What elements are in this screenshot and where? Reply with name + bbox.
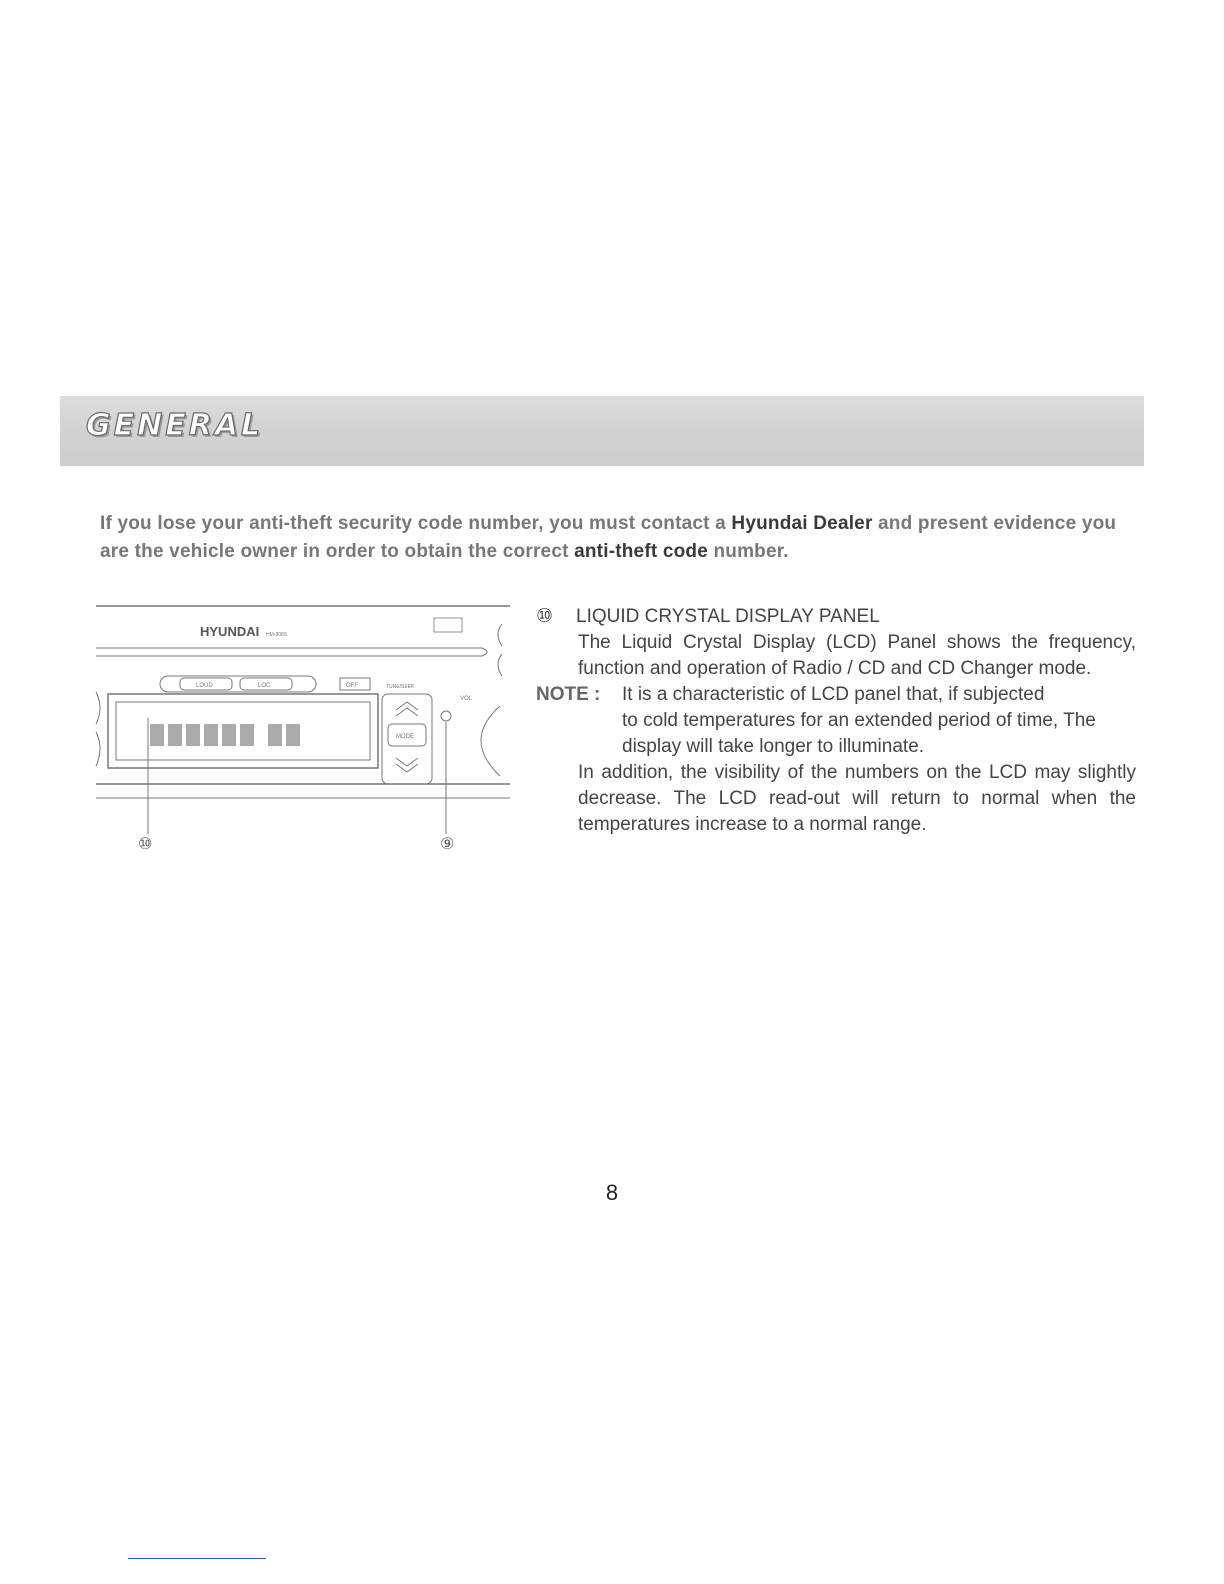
radio-illustration bbox=[90, 598, 520, 858]
fig-loc-button: LOC bbox=[258, 683, 271, 689]
fig-mode-button: MODE bbox=[396, 734, 414, 740]
note-label: NOTE : bbox=[536, 684, 601, 705]
warning-text-3: number. bbox=[708, 541, 789, 562]
footer-rule bbox=[128, 1558, 266, 1559]
fig-off-button: OFF bbox=[346, 683, 358, 689]
fig-brand: HYUNDAI bbox=[200, 624, 260, 639]
page-number: 8 bbox=[605, 1180, 619, 1205]
section-banner bbox=[60, 396, 1144, 466]
fig-loud-button: LOUD bbox=[196, 683, 213, 689]
fig-vol-label: VOL bbox=[460, 696, 473, 702]
warning-text-1: If you lose your anti-theft security code number, you must contact a bbox=[100, 513, 732, 534]
section-number: ⑩ bbox=[536, 606, 554, 627]
section-title: GENERAL bbox=[86, 408, 264, 443]
warning-brand: Hyundai Dealer bbox=[731, 513, 873, 534]
section-heading bbox=[536, 604, 1136, 630]
fig-model: HM-808S bbox=[266, 632, 288, 638]
callout-10: ⑩ bbox=[138, 836, 153, 853]
section-addition: In addition, the visibility of the numbers on the LCD may slightly decrease. The LCD read-out will return to normal when the temperatures increase to a normal range. bbox=[578, 762, 1136, 835]
radio-faceplate-drawing bbox=[90, 598, 520, 858]
note-block bbox=[536, 682, 1136, 760]
anti-theft-warning bbox=[100, 510, 1130, 566]
note-text bbox=[622, 682, 1136, 760]
warning-emphasis: anti-theft code bbox=[574, 541, 708, 562]
section-body: The Liquid Crystal Display (LCD) Panel shows the frequency, function and operation of Radio / CD and CD Changer mode. bbox=[578, 632, 1136, 679]
callout-9: ⑨ bbox=[440, 836, 455, 853]
warning-text-2: and present evidence you are the vehicle owner in order to obtain the correct bbox=[100, 513, 1117, 562]
note-rest: to cold temperatures for an extended period of time, The display will take longer to illuminate. bbox=[622, 710, 1096, 757]
note-first-line: It is a characteristic of LCD panel that, if subjected bbox=[622, 684, 1045, 705]
fig-tune-label: TUNE/SEEK bbox=[386, 684, 415, 690]
lcd-panel-section bbox=[536, 604, 1136, 838]
section-heading-text: LIQUID CRYSTAL DISPLAY PANEL bbox=[576, 606, 880, 627]
